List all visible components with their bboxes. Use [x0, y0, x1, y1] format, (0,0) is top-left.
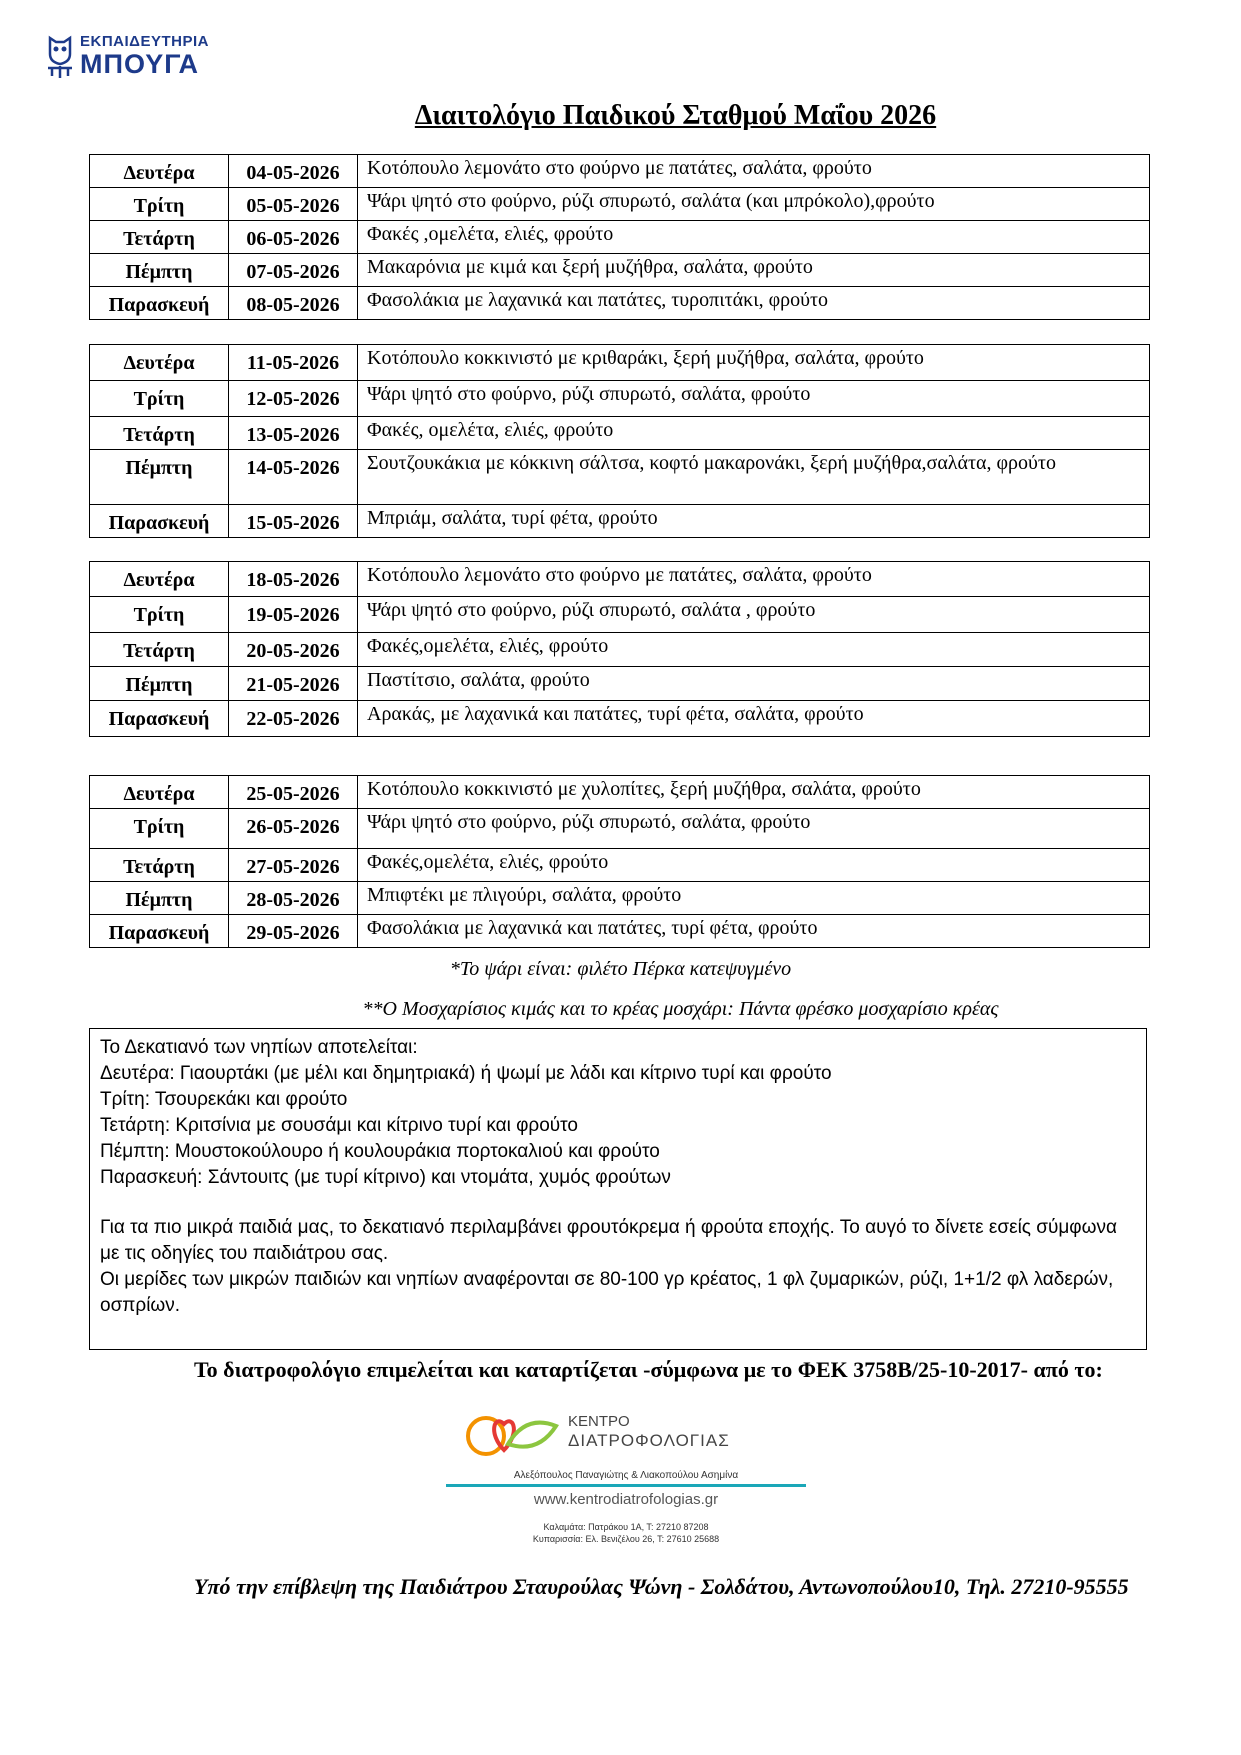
fish-note: *Το ψάρι είναι: φιλέτο Πέρκα κατεψυγμένο: [449, 958, 792, 980]
table-row: [90, 287, 1150, 320]
week-table-3: [89, 561, 1150, 737]
day-cell: Τρίτη: [90, 381, 229, 417]
table-row: [90, 701, 1150, 737]
meal-cell: Φακές,ομελέτα, ελιές, φρούτο: [358, 633, 1150, 667]
owl-logo-icon: [46, 32, 74, 80]
table-row: [90, 882, 1150, 915]
day-cell: Παρασκευή: [90, 505, 229, 538]
date-cell: 05-05-2026: [229, 188, 358, 221]
table-row: [90, 188, 1150, 221]
day-cell: Πέμπτη: [90, 667, 229, 701]
table-row: [90, 562, 1150, 597]
week-table-1: [89, 154, 1150, 320]
partner-name-line1: ΚΕΝΤΡΟ: [568, 1413, 630, 1430]
date-cell: 06-05-2026: [229, 221, 358, 254]
day-cell: Τετάρτη: [90, 633, 229, 667]
day-cell: Δευτέρα: [90, 776, 229, 809]
table-row: [90, 155, 1150, 188]
meal-cell: Κοτόπουλο κοκκινιστό με κριθαράκι, ξερή μυζήθρα, σαλάτα, φρούτο: [358, 345, 1150, 381]
partner-address-1: Καλαμάτα: Πατράκου 1Α, Τ: 27210 87208: [543, 1522, 709, 1532]
partner-address-2: Κυπαρισσία: Ελ. Βενιζέλου 26, Τ: 27610 25688: [532, 1534, 720, 1544]
date-cell: 25-05-2026: [229, 776, 358, 809]
snack-info-box: [89, 1028, 1147, 1350]
date-cell: 11-05-2026: [229, 345, 358, 381]
meal-cell: Ψάρι ψητό στο φούρνο, ρύζι σπυρωτό, σαλάτα , φρούτο: [358, 597, 1150, 633]
meal-cell: Φακές ,ομελέτα, ελιές, φρούτο: [358, 221, 1150, 254]
day-cell: Πέμπτη: [90, 882, 229, 915]
pediatrician-footer: Υπό την επίβλεψη της Παιδιάτρου Σταυρούλας Ψώνη - Σολδάτου, Αντωνοπούλου10, Τηλ. 27210-95555: [194, 1574, 1129, 1599]
date-cell: 21-05-2026: [229, 667, 358, 701]
day-cell: Πέμπτη: [90, 254, 229, 287]
table-row: [90, 597, 1150, 633]
day-cell: Τρίτη: [90, 188, 229, 221]
date-cell: 22-05-2026: [229, 701, 358, 737]
partner-website: www.kentrodiatrofologias.gr: [533, 1491, 719, 1508]
table-row: [90, 667, 1150, 701]
orange-circle-icon: [468, 1418, 504, 1454]
meal-cell: Σουτζουκάκια με κόκκινη σάλτσα, κοφτό μακαρονάκι, ξερή μυζήθρα,σαλάτα, φρούτο: [358, 450, 1150, 505]
date-cell: 08-05-2026: [229, 287, 358, 320]
date-cell: 18-05-2026: [229, 562, 358, 597]
portions-paragraph: Οι μερίδες των μικρών παιδιών και νηπίων αναφέρονται σε 80-100 γρ κρέατος, 1 φλ ζυμαρικών, ρύζι, 1+1/2 φλ λαδερών, οσπρίων.: [100, 1269, 1114, 1316]
fek-statement: Το διατροφολόγιο επιμελείται και καταρτίζεται -σύμφωνα με το ΦΕΚ 3758Β/25-10-2017- από το:: [194, 1357, 1103, 1382]
date-cell: 19-05-2026: [229, 597, 358, 633]
meal-cell: Παστίτσιο, σαλάτα, φρούτο: [358, 667, 1150, 701]
date-cell: 07-05-2026: [229, 254, 358, 287]
week-table-2: [89, 344, 1150, 538]
day-cell: Τετάρτη: [90, 849, 229, 882]
day-cell: Δευτέρα: [90, 155, 229, 188]
meal-cell: Αρακάς, με λαχανικά και πατάτες, τυρί φέτα, σαλάτα, φρούτο: [358, 701, 1150, 737]
snack-line: Το Δεκατιανό των νηπίων αποτελείται:: [100, 1037, 418, 1058]
partner-people: Αλεξόπουλος Παναγιώτης & Λιακοπούλου Ασημίνα: [513, 1470, 739, 1481]
logo-line1: ΕΚΠΑΙΔΕΥΤΗΡΙΑ: [80, 33, 209, 50]
meal-cell: Ψάρι ψητό στο φούρνο, ρύζι σπυρωτό, σαλάτα (και μπρόκολο),φρούτο: [358, 188, 1150, 221]
partner-name-line2: ΔΙΑΤΡΟΦΟΛΟΓΙΑΣ: [568, 1431, 730, 1450]
day-cell: Τετάρτη: [90, 221, 229, 254]
snack-paragraph: Για τα πιο μικρά παιδιά μας, το δεκατιανό περιλαμβάνει φρουτόκρεμα ή φρούτα εποχής. Το αυγό το δίνετε εσείς σύμφωνα με τις οδηγίες του παιδιάτρου σας.: [100, 1217, 1117, 1264]
page-title: Διαιτολόγιο Παιδικού Σταθμού Μαΐου 2026: [414, 100, 937, 131]
meal-cell: Μπριάμ, σαλάτα, τυρί φέτα, φρούτο: [358, 505, 1150, 538]
meal-cell: Ψάρι ψητό στο φούρνο, ρύζι σπυρωτό, σαλάτα, φρούτο: [358, 381, 1150, 417]
meal-cell: Φακές,ομελέτα, ελιές, φρούτο: [358, 849, 1150, 882]
snack-line: Τρίτη: Τσουρεκάκι και φρούτο: [100, 1089, 348, 1110]
meal-cell: Μπιφτέκι με πλιγούρι, σαλάτα, φρούτο: [358, 882, 1150, 915]
day-cell: Παρασκευή: [90, 915, 229, 948]
day-cell: Τρίτη: [90, 597, 229, 633]
date-cell: 26-05-2026: [229, 809, 358, 849]
teal-divider: [446, 1484, 806, 1487]
snack-line: Πέμπτη: Μουστοκούλουρο ή κουλουράκια πορτοκαλιού και φρούτο: [100, 1141, 660, 1162]
meal-cell: Φασολάκια με λαχανικά και πατάτες, τυρί φέτα, φρούτο: [358, 915, 1150, 948]
day-cell: Δευτέρα: [90, 562, 229, 597]
school-logo: [46, 32, 246, 82]
meal-cell: Κοτόπουλο λεμονάτο στο φούρνο με πατάτες, σαλάτα, φρούτο: [358, 562, 1150, 597]
partner-logo: [446, 1404, 806, 1554]
day-cell: Τετάρτη: [90, 417, 229, 450]
meal-cell: Κοτόπουλο λεμονάτο στο φούρνο με πατάτες, σαλάτα, φρούτο: [358, 155, 1150, 188]
table-row: [90, 776, 1150, 809]
date-cell: 15-05-2026: [229, 505, 358, 538]
day-cell: Παρασκευή: [90, 701, 229, 737]
snack-line: Τετάρτη: Κριτσίνια με σουσάμι και κίτρινο τυρί και φρούτο: [100, 1115, 578, 1136]
day-cell: Πέμπτη: [90, 450, 229, 505]
day-cell: Παρασκευή: [90, 287, 229, 320]
date-cell: 12-05-2026: [229, 381, 358, 417]
meal-cell: Μακαρόνια με κιμά και ξερή μυζήθρα, σαλάτα, φρούτο: [358, 254, 1150, 287]
table-row: [90, 221, 1150, 254]
beef-note: **Ο Μοσχαρίσιος κιμάς και το κρέας μοσχάρι: Πάντα φρέσκο μοσχαρίσιο κρέας: [362, 998, 999, 1020]
table-row: [90, 505, 1150, 538]
table-row: [90, 633, 1150, 667]
table-row: [90, 417, 1150, 450]
meal-cell: Φακές, ομελέτα, ελιές, φρούτο: [358, 417, 1150, 450]
table-row: [90, 254, 1150, 287]
table-row: [90, 809, 1150, 849]
date-cell: 29-05-2026: [229, 915, 358, 948]
date-cell: 20-05-2026: [229, 633, 358, 667]
date-cell: 14-05-2026: [229, 450, 358, 505]
table-row: [90, 345, 1150, 381]
date-cell: 28-05-2026: [229, 882, 358, 915]
snack-line: Δευτέρα: Γιαουρτάκι (με μέλι και δημητριακά) ή ψωμί με λάδι και κίτρινο τυρί και φρούτο: [100, 1063, 832, 1084]
snack-line: Παρασκευή: Σάντουιτς (με τυρί κίτρινο) και ντομάτα, χυμός φρούτων: [100, 1167, 671, 1188]
date-cell: 13-05-2026: [229, 417, 358, 450]
table-row: [90, 915, 1150, 948]
date-cell: 27-05-2026: [229, 849, 358, 882]
week-table-4: [89, 775, 1150, 948]
meal-cell: Ψάρι ψητό στο φούρνο, ρύζι σπυρωτό, σαλάτα, φρούτο: [358, 809, 1150, 849]
table-row: [90, 849, 1150, 882]
day-cell: Δευτέρα: [90, 345, 229, 381]
table-row: [90, 381, 1150, 417]
date-cell: 04-05-2026: [229, 155, 358, 188]
meal-cell: Κοτόπουλο κοκκινιστό με χυλοπίτες, ξερή μυζήθρα, σαλάτα, φρούτο: [358, 776, 1150, 809]
table-row: [90, 450, 1150, 505]
meal-cell: Φασολάκια με λαχανικά και πατάτες, τυροπιτάκι, φρούτο: [358, 287, 1150, 320]
day-cell: Τρίτη: [90, 809, 229, 849]
logo-line2: ΜΠΟΥΓΑ: [80, 49, 200, 79]
